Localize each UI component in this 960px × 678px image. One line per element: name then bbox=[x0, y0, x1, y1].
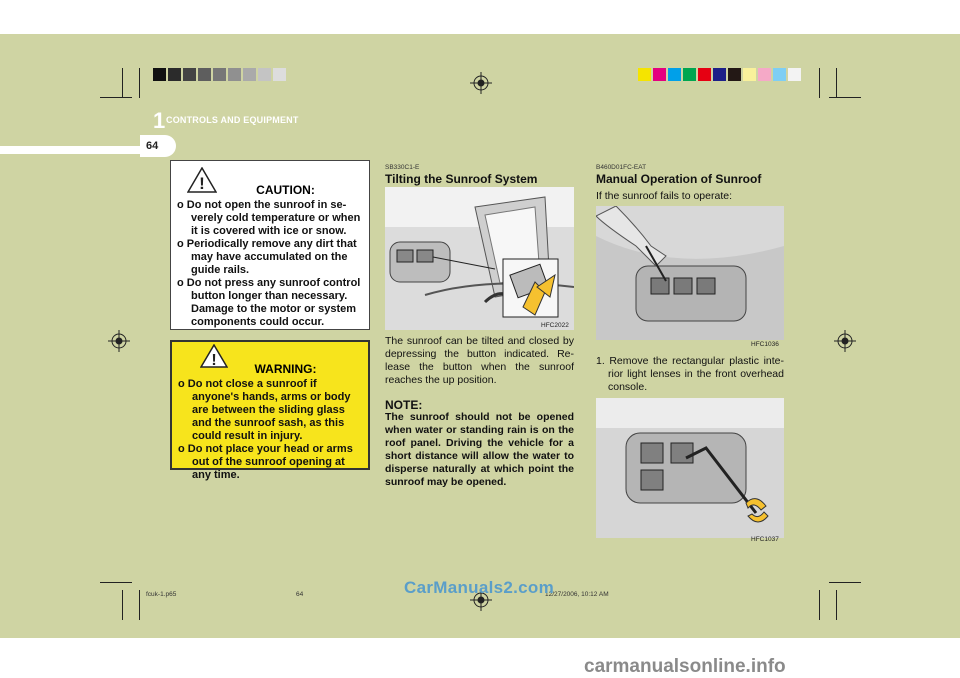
footer-file: fcuk-1.p65 bbox=[146, 591, 177, 598]
crop-mark bbox=[829, 97, 861, 98]
body-text: The sunroof can be tilted and closed by depressing the button indicated. Re-lease the button when the sunroof reaches the up position. bbox=[385, 335, 574, 386]
section-title: Manual Operation of Sunroof bbox=[596, 172, 762, 186]
crop-mark bbox=[122, 68, 123, 98]
color-swatch bbox=[228, 68, 241, 81]
watermark-bottom: carmanualsonline.info bbox=[584, 656, 786, 677]
caution-box bbox=[170, 160, 370, 330]
warning-box bbox=[170, 340, 370, 481]
color-swatch bbox=[698, 68, 711, 81]
image-caption: HFC2022 bbox=[541, 322, 569, 329]
footer-page: 64 bbox=[296, 591, 304, 598]
crop-mark bbox=[836, 590, 837, 620]
warning-triangle-icon bbox=[200, 344, 228, 368]
color-swatch bbox=[728, 68, 741, 81]
warning-item: o Do not place your head or arms out of the sunroof opening at any time. bbox=[178, 443, 353, 481]
color-swatch bbox=[788, 68, 801, 81]
warning-item: o Do not close a sunroof if anyone's hands, arms or body are between the sliding glass and the sunroof sash, as this could result in injury. bbox=[178, 378, 351, 442]
warning-list bbox=[178, 378, 363, 482]
note-text: The sunroof should not be opened when water or standing rain is on the roof panel. Driving the vehicle for a short distance will allow the water to disperse naturally at which point the sunroof may be opened. bbox=[385, 411, 574, 488]
registration-target-icon bbox=[108, 330, 130, 352]
crop-mark bbox=[100, 97, 132, 98]
color-swatch bbox=[653, 68, 666, 81]
color-swatch bbox=[773, 68, 786, 81]
section-id: B460D01FC-EAT bbox=[596, 164, 647, 171]
warning-title: WARNING: bbox=[254, 362, 317, 376]
color-swatch bbox=[743, 68, 756, 81]
page-number: 64 bbox=[146, 140, 159, 152]
sunroof-tilt-illustration bbox=[385, 187, 574, 330]
watermark-top: CarManuals2.com bbox=[404, 578, 554, 597]
color-swatch bbox=[243, 68, 256, 81]
color-swatch bbox=[273, 68, 286, 81]
caution-title: CAUTION: bbox=[256, 183, 315, 197]
image-caption: HFC1036 bbox=[751, 341, 779, 348]
color-swatch bbox=[758, 68, 771, 81]
color-swatch bbox=[183, 68, 196, 81]
color-swatch bbox=[668, 68, 681, 81]
crop-mark bbox=[819, 68, 820, 98]
registration-target-icon bbox=[470, 72, 492, 94]
crop-mark bbox=[139, 590, 140, 620]
intro-text: If the sunroof fails to operate: bbox=[596, 190, 732, 202]
svg-text:!: ! bbox=[199, 174, 205, 193]
warning-triangle-icon bbox=[187, 167, 217, 193]
crop-mark bbox=[819, 590, 820, 620]
section-title: Tilting the Sunroof System bbox=[385, 172, 538, 186]
color-swatch bbox=[258, 68, 271, 81]
color-swatch bbox=[213, 68, 226, 81]
color-swatch bbox=[153, 68, 166, 81]
color-swatch bbox=[713, 68, 726, 81]
page-number-bar bbox=[0, 146, 158, 154]
caution-item: o Periodically remove any dirt that may have accumulated on the guide rails. bbox=[177, 238, 357, 276]
color-swatch bbox=[683, 68, 696, 81]
overhead-console-illustration bbox=[596, 206, 784, 340]
color-swatch bbox=[198, 68, 211, 81]
caution-list bbox=[177, 199, 364, 329]
color-swatch bbox=[638, 68, 651, 81]
footer-timestamp: 12/27/2006, 10:12 AM bbox=[545, 591, 609, 598]
note-title: NOTE: bbox=[385, 398, 423, 412]
color-swatch bbox=[168, 68, 181, 81]
registration-target-icon bbox=[834, 330, 856, 352]
crop-mark bbox=[100, 582, 132, 583]
chapter-number: 1 bbox=[153, 108, 166, 133]
step-text: 1. Remove the rectangular plastic inte-rior light lenses in the front overhead console. bbox=[596, 355, 784, 393]
section-id: SB330C1-E bbox=[385, 164, 420, 171]
caution-item: o Do not press any sunroof control button longer than necessary. Damage to the motor or system components could occur. bbox=[177, 277, 361, 328]
chapter-title: CONTROLS AND EQUIPMENT bbox=[166, 115, 299, 125]
crop-mark bbox=[829, 582, 861, 583]
lens-removal-illustration bbox=[596, 398, 784, 538]
image-caption: HFC1037 bbox=[751, 536, 779, 543]
crop-mark bbox=[122, 590, 123, 620]
svg-text:!: ! bbox=[211, 352, 217, 368]
caution-item: o Do not open the sunroof in se-verely cold temperature or when it is covered with ice or snow. bbox=[177, 199, 361, 237]
crop-mark bbox=[836, 68, 837, 98]
crop-mark bbox=[139, 68, 140, 98]
